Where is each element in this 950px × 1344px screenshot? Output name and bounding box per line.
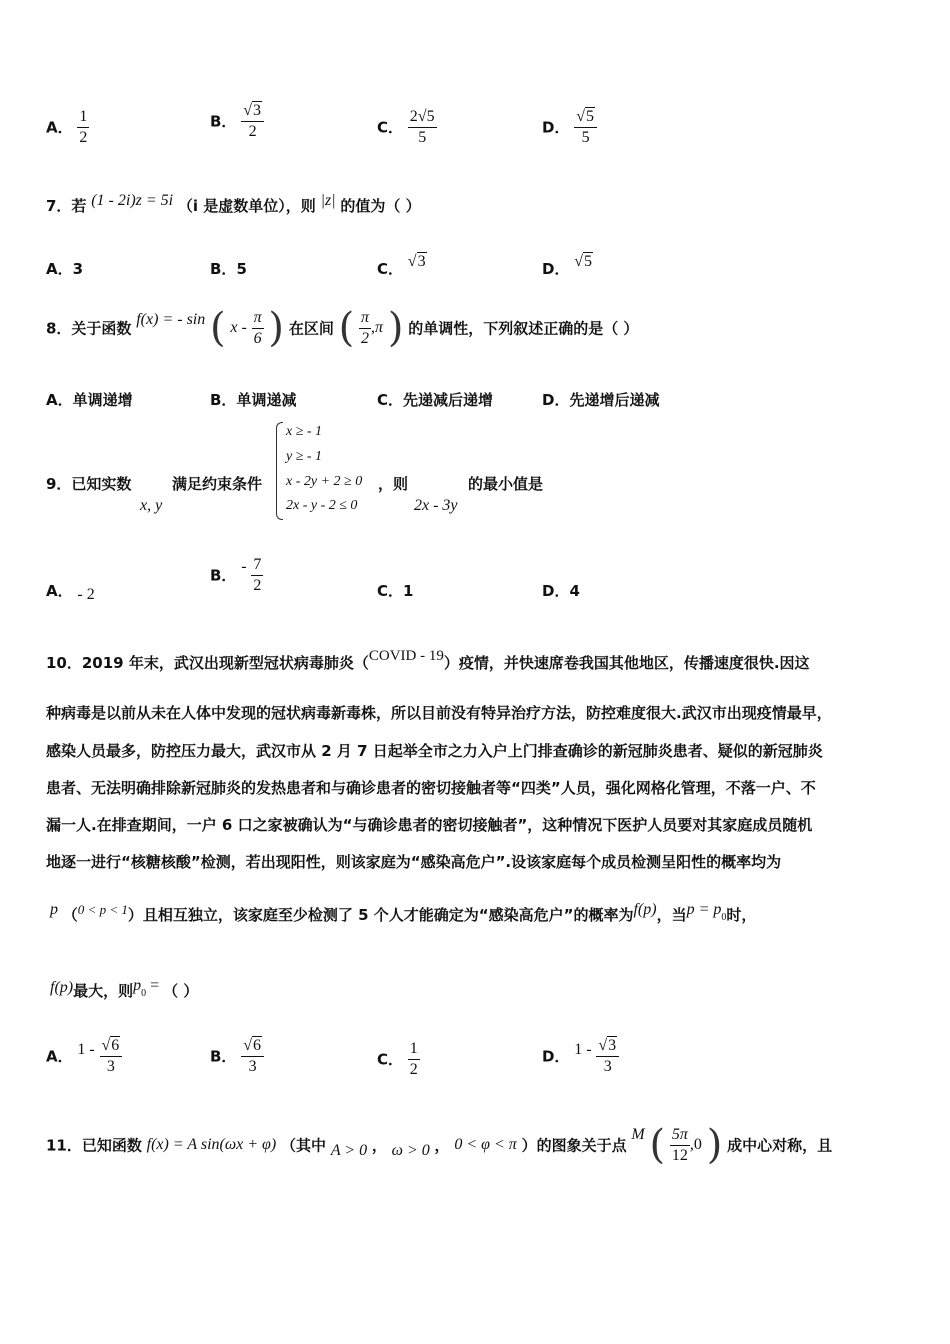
denominator: 2	[79, 128, 88, 146]
q6-option-a[interactable]	[46, 108, 89, 146]
q9-option-d[interactable]	[542, 580, 580, 601]
fraction	[252, 309, 264, 347]
q11-suffix: 成中心对称，且	[727, 1136, 833, 1155]
covid-label: COVID - 19	[368, 648, 444, 664]
q10-option-d[interactable]	[542, 1037, 619, 1075]
option-letter: A．	[46, 391, 73, 409]
paren-close: )	[268, 305, 285, 351]
q7-option-a[interactable]	[46, 258, 83, 279]
q7-mid-text: （i 是虚数单位），则	[177, 197, 316, 215]
q7-suffix: 的值为（ ）	[340, 197, 421, 215]
q10-line-6: 地逐一进行“核糖核酸”检测，若出现阳性，则该家庭为“感染高危户”.设该家庭每个成员检测呈阳性的概率均为	[46, 853, 782, 871]
denominator: 6	[253, 329, 262, 347]
option-letter: B．	[210, 391, 237, 409]
numerator: 7	[251, 556, 263, 576]
minus-sign: -	[241, 558, 247, 576]
q10-line-3: 感染人员最多，防控压力最大，武汉市从 2 月 7 日起举全市之力入户上门排查确诊的新冠肺炎患者、疑似的新冠肺炎	[46, 742, 823, 760]
constraint-1: x ≥ - 1	[286, 424, 323, 439]
constraint-3: x - 2y + 2 ≥ 0	[286, 474, 363, 489]
option-letter: A．	[46, 118, 73, 137]
option-letter: A．	[46, 582, 73, 600]
q7-abs-z: |z|	[320, 192, 336, 209]
numerator	[100, 1037, 123, 1057]
option-letter: D．	[542, 260, 570, 278]
sqrt-symbol: √3	[243, 102, 261, 119]
option-value: 1	[403, 582, 414, 600]
option-letter: A．	[46, 1047, 73, 1066]
q10-option-a[interactable]	[46, 1037, 122, 1075]
denominator: 12	[671, 1146, 688, 1164]
q11-function: f(x) = A sin(ωx + φ)	[146, 1136, 277, 1153]
numerator	[596, 1037, 619, 1057]
sqrt-symbol: √3	[598, 1037, 617, 1054]
q10-text: 10．2019 年末，武汉出现新型冠状病毒肺炎（	[46, 654, 369, 672]
numerator	[574, 108, 597, 128]
fraction	[408, 1040, 420, 1078]
paren-open: (	[338, 305, 355, 351]
var-p0: p	[133, 977, 142, 994]
q6-option-d[interactable]	[542, 108, 597, 146]
separator: ，	[371, 1136, 387, 1155]
q8-option-a[interactable]	[46, 389, 133, 410]
sqrt-symbol: √5	[574, 253, 593, 270]
option-letter: C．	[377, 1050, 404, 1069]
option-prefix: 1 -	[77, 1041, 95, 1059]
p-equals-p0: p = p	[686, 901, 722, 918]
option-prefix: 1 -	[574, 1041, 592, 1059]
q10-text: （ ）	[163, 982, 199, 1000]
option-letter: C．	[377, 582, 404, 600]
q8-interval-label: 在区间	[288, 319, 334, 338]
option-value: 先递增后递减	[569, 391, 660, 409]
q8-arg-x: x -	[230, 319, 247, 336]
q10-text: 最大，则	[73, 982, 134, 1000]
q10-option-b[interactable]	[210, 1037, 264, 1075]
denominator: 2	[409, 1060, 418, 1078]
q9-then: ，则	[378, 475, 409, 493]
q10-line-2: 种病毒是以前从未在人体中发现的冠状病毒新毒株，所以目前没有特异治疗方法，防控难度很大.武汉市出现疫情最早，	[46, 704, 832, 722]
option-letter: B．	[210, 112, 237, 131]
option-letter: C．	[377, 118, 404, 137]
paren-open: (	[649, 1122, 666, 1168]
q10-text: ）疫情，并快速席卷我国其他地区，传播速度很快.因这	[443, 654, 810, 672]
option-value: 单调递增	[72, 391, 133, 409]
denominator: 2	[248, 122, 257, 140]
question-7	[46, 192, 421, 216]
q9-option-c[interactable]	[377, 580, 413, 601]
q11-cond-omega: ω > 0	[391, 1142, 430, 1159]
q9-vars: x, y	[140, 497, 163, 514]
q11-mid-text: （其中	[281, 1136, 327, 1155]
point-y: ,0	[689, 1136, 702, 1153]
option-value: 5	[236, 260, 247, 278]
sqrt-symbol: √3	[407, 253, 426, 270]
denominator: 3	[603, 1057, 612, 1075]
option-value: 4	[569, 582, 580, 600]
option-letter: C．	[377, 260, 404, 278]
fraction	[408, 108, 437, 146]
equals-sign: =	[146, 977, 164, 994]
f-of-p: f(p)	[50, 979, 74, 996]
point-m: M	[631, 1126, 645, 1143]
constraint-2: y ≥ - 1	[286, 449, 323, 464]
fraction	[251, 556, 263, 594]
q8-suffix: 的单调性，下列叙述正确的是（ ）	[408, 319, 639, 338]
fraction	[241, 1037, 264, 1075]
q7-option-c[interactable]	[377, 250, 427, 278]
numerator: π	[252, 309, 264, 329]
option-letter: A．	[46, 260, 73, 278]
fraction	[574, 108, 597, 146]
option-letter: D．	[542, 118, 570, 137]
q10-option-c[interactable]	[377, 1040, 420, 1078]
q8-option-c[interactable]	[377, 389, 493, 410]
q10-line-5: 漏一人.在排查期间，一户 6 口之家被确认为“与确诊患者的密切接触者”，这种情况下医护人员要对其家庭成员随机	[46, 816, 813, 834]
option-letter: D．	[542, 582, 570, 600]
sqrt-symbol: √5	[576, 108, 595, 125]
numerator: 2√5	[408, 108, 437, 128]
q6-option-b[interactable]	[210, 102, 264, 140]
denominator: 5	[418, 128, 427, 146]
var-p: p	[50, 901, 58, 918]
q9-suffix: 的最小值是	[468, 475, 544, 493]
q7-option-b[interactable]	[210, 258, 247, 279]
option-value: 先递减后递增	[403, 391, 494, 409]
separator: ，	[434, 1136, 450, 1155]
sqrt-symbol: √6	[243, 1037, 261, 1054]
option-letter: B．	[210, 566, 237, 585]
q9-target-expr: 2x - 3y	[414, 497, 458, 514]
fraction	[596, 1037, 619, 1075]
denominator: 2	[361, 329, 369, 347]
denominator: 2	[253, 576, 262, 594]
option-letter: B．	[210, 1047, 237, 1066]
q7-expression: (1 - 2i)z = 5i	[91, 192, 174, 209]
q7-prefix: 7．若	[46, 197, 87, 215]
q11-prefix: 11．已知函数	[46, 1136, 142, 1155]
option-value: - 2	[77, 586, 95, 603]
sqrt-symbol: √6	[101, 1037, 120, 1054]
q9-prefix: 9．已知实数	[46, 475, 132, 493]
q9-condition-label: 满足约束条件	[172, 475, 263, 493]
subscript-0: 0	[721, 912, 727, 923]
fraction	[100, 1037, 123, 1075]
numerator: π	[359, 309, 371, 329]
numerator	[241, 1037, 264, 1057]
paren-open: (	[210, 305, 226, 351]
fraction	[670, 1126, 690, 1164]
denominator: 3	[248, 1057, 257, 1075]
q10-line-8	[50, 977, 199, 1003]
fraction	[359, 309, 371, 347]
denominator: 3	[106, 1057, 115, 1075]
option-value: 3	[72, 260, 84, 278]
numerator	[241, 102, 264, 122]
option-letter: D．	[542, 391, 570, 409]
numerator: 1	[408, 1040, 420, 1060]
system-brace	[276, 422, 283, 520]
q8-function: f(x) = - sin	[136, 311, 206, 328]
q11-cond-a: A > 0	[330, 1142, 368, 1159]
q8-option-b[interactable]	[210, 389, 296, 410]
question-11	[46, 1122, 832, 1168]
q10-text: 时，	[726, 906, 757, 924]
paren-close: )	[706, 1122, 723, 1168]
q11-mid2-text: ）的图象关于点	[521, 1136, 627, 1155]
option-letter: D．	[542, 1047, 570, 1066]
q10-line-7	[50, 901, 757, 927]
subscript-0: 0	[141, 988, 147, 999]
q8-option-d[interactable]	[542, 389, 659, 410]
option-value: 单调递减	[236, 391, 297, 409]
q6-option-c[interactable]	[377, 108, 437, 146]
fraction	[241, 102, 264, 140]
q10-line-4: 患者、无法明确排除新冠肺炎的发热患者和与确诊患者的密切接触者等“四类”人员，强化网格化管理，不落一户、不	[46, 779, 816, 797]
q9-option-b[interactable]	[210, 556, 263, 594]
numerator: 1	[77, 108, 89, 128]
q10-line-1	[46, 648, 810, 673]
q10-text: ）且相互独立，该家庭至少检测了 5 个人才能确定为“感染高危户”的概率为	[127, 906, 634, 924]
q11-cond-phi: 0 < φ < π	[454, 1136, 517, 1153]
fraction	[77, 108, 89, 146]
q9-option-a[interactable]	[46, 580, 95, 601]
question-8	[46, 305, 638, 351]
q8-prefix: 8．关于函数	[46, 319, 132, 338]
paren-open: （	[62, 906, 78, 924]
q8-pi: ,π	[371, 319, 384, 336]
f-of-p: f(p)	[633, 901, 657, 918]
paren-close: )	[387, 305, 404, 351]
option-letter: C．	[377, 391, 404, 409]
option-letter: B．	[210, 260, 237, 278]
q10-text: ，当	[656, 906, 687, 924]
q7-option-d[interactable]	[542, 250, 593, 278]
numerator: 5π	[670, 1126, 690, 1146]
p-range: 0 < p < 1	[77, 902, 128, 917]
denominator: 5	[581, 128, 590, 146]
constraint-4: 2x - y - 2 ≤ 0	[286, 498, 358, 513]
